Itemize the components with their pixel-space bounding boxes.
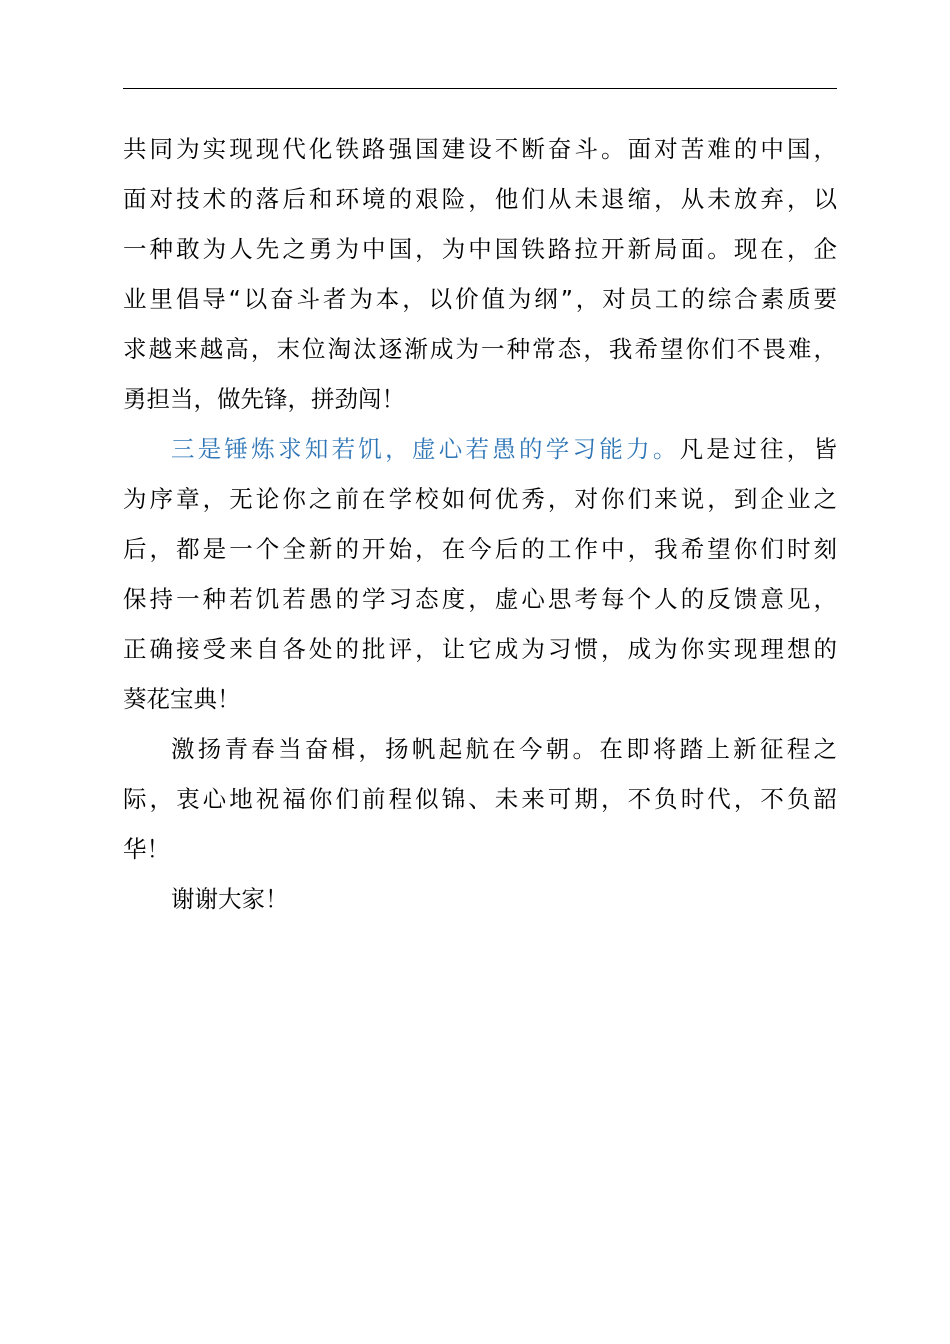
- text-line: 际，衷心地祝福你们前程似锦、未来可期，不负时代，不负韶: [123, 785, 837, 813]
- text-line: 后，都是一个全新的开始，在今后的工作中，我希望你们时刻: [123, 535, 837, 563]
- header-rule: [123, 88, 837, 89]
- text-line: 正确接受来自各处的批评，让它成为习惯，成为你实现理想的: [123, 635, 837, 663]
- closing-line: 谢谢大家！: [171, 885, 289, 913]
- paragraph-4: [123, 874, 837, 924]
- text-line: 葵花宝典！: [123, 685, 241, 713]
- section-heading: 三是锤炼求知若饥，虚心若愚的学习能力。: [171, 435, 680, 463]
- text-line: 求越来越高，末位淘汰逐渐成为一种常态，我希望你们不畏难，: [123, 335, 837, 363]
- heading-line-rest: 凡是过往，皆: [679, 435, 838, 463]
- document-body: [123, 124, 837, 924]
- text-line: 激扬青春当奋楫，扬帆起航在今朝。在即将踏上新征程之: [171, 735, 837, 763]
- paragraph-2: [123, 424, 837, 724]
- paragraph-3: [123, 724, 837, 874]
- text-line: 面对技术的落后和环境的艰险，他们从未退缩，从未放弃，以: [123, 185, 837, 213]
- text-line: 华！: [123, 835, 170, 863]
- text-line: 一种敢为人先之勇为中国，为中国铁路拉开新局面。现在，企: [123, 235, 837, 263]
- text-line: 勇担当，做先锋，拼劲闯！: [123, 385, 405, 413]
- text-line: 业里倡导“以奋斗者为本，以价值为纲”，对员工的综合素质要: [123, 285, 837, 313]
- text-line: [123, 424, 837, 474]
- text-line: 保持一种若饥若愚的学习态度，虚心思考每个人的反馈意见，: [123, 585, 837, 613]
- paragraph-1: [123, 124, 837, 424]
- text-line: 共同为实现现代化铁路强国建设不断奋斗。面对苦难的中国，: [123, 135, 837, 163]
- text-line: 为序章，无论你之前在学校如何优秀，对你们来说，到企业之: [123, 485, 837, 513]
